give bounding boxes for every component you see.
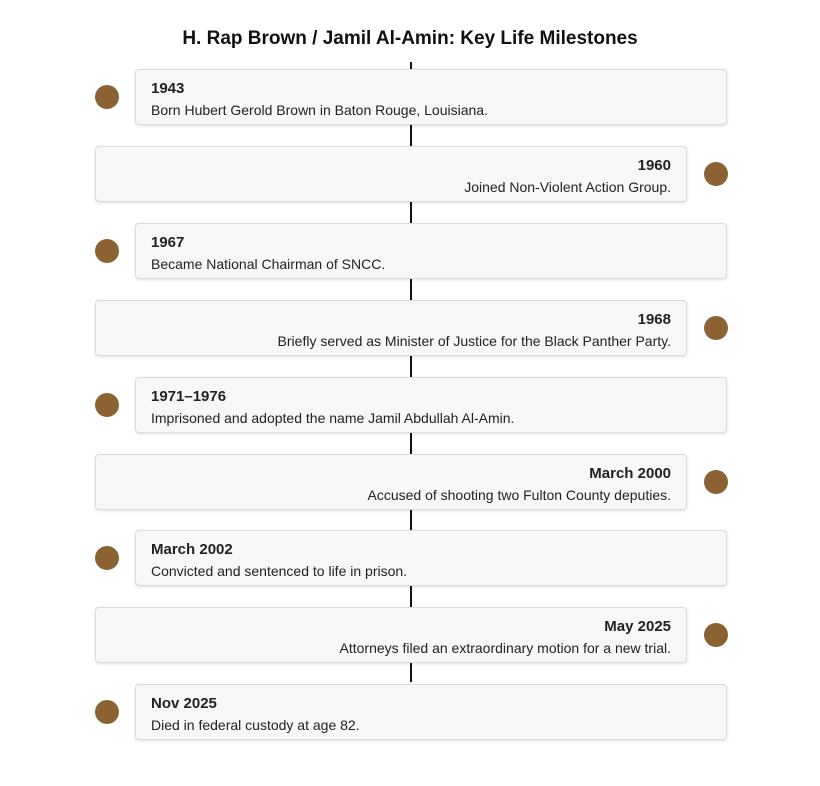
event-description: Briefly served as Minister of Justice for the Black Panther Party. <box>277 333 671 349</box>
event-card <box>135 223 727 279</box>
timeline-event <box>0 684 820 742</box>
timeline-event <box>0 300 820 358</box>
timeline-event <box>0 69 820 127</box>
event-date: 1960 <box>637 157 671 174</box>
event-card <box>95 300 687 356</box>
timeline-event <box>0 377 820 435</box>
timeline-event <box>0 607 820 665</box>
timeline-marker-icon <box>95 239 119 263</box>
timeline-marker-icon <box>704 316 728 340</box>
timeline-marker-icon <box>95 700 119 724</box>
event-date: Nov 2025 <box>151 695 217 712</box>
timeline-marker-icon <box>704 623 728 647</box>
event-card <box>135 684 727 740</box>
event-date: 1967 <box>151 234 185 251</box>
timeline-event <box>0 454 820 512</box>
timeline-marker-icon <box>704 470 728 494</box>
event-card <box>135 69 727 125</box>
event-card <box>95 454 687 510</box>
timeline-event <box>0 223 820 281</box>
event-description: Joined Non-Violent Action Group. <box>464 179 671 195</box>
event-date: May 2025 <box>604 618 671 635</box>
event-card <box>135 377 727 433</box>
event-description: Born Hubert Gerold Brown in Baton Rouge, Louisiana. <box>151 102 488 118</box>
event-description: Imprisoned and adopted the name Jamil Abdullah Al-Amin. <box>151 410 515 426</box>
event-description: Became National Chairman of SNCC. <box>151 256 386 272</box>
event-card <box>95 607 687 663</box>
event-date: March 2000 <box>589 465 671 482</box>
event-date: 1971–1976 <box>151 388 227 405</box>
timeline-event <box>0 530 820 588</box>
event-date: 1943 <box>151 80 185 97</box>
event-card <box>135 530 727 586</box>
timeline-event <box>0 146 820 204</box>
event-date: 1968 <box>637 311 671 328</box>
event-card <box>95 146 687 202</box>
timeline-marker-icon <box>704 162 728 186</box>
timeline-title: H. Rap Brown / Jamil Al-Amin: Key Life Milestones <box>182 28 638 49</box>
event-description: Died in federal custody at age 82. <box>151 717 360 733</box>
event-description: Convicted and sentenced to life in prison. <box>151 563 408 579</box>
timeline-marker-icon <box>95 85 119 109</box>
event-description: Accused of shooting two Fulton County deputies. <box>367 487 671 503</box>
event-date: March 2002 <box>151 541 233 558</box>
timeline-marker-icon <box>95 546 119 570</box>
event-description: Attorneys filed an extraordinary motion for a new trial. <box>339 640 671 656</box>
timeline-marker-icon <box>95 393 119 417</box>
